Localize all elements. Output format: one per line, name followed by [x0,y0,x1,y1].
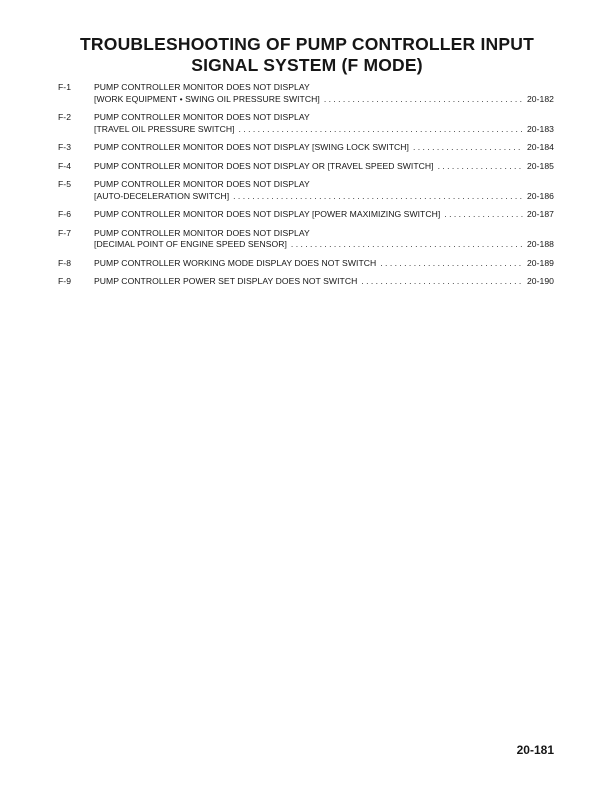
title-line-2: SIGNAL SYSTEM (F MODE) [191,55,423,75]
entry-title: PUMP CONTROLLER MONITOR DOES NOT DISPLAY OR [TRAVEL SPEED SWITCH] [94,160,434,171]
toc-entry-f4[interactable] [58,161,554,173]
entry-code: F-8 [58,257,72,268]
dot-leader [291,239,523,251]
toc-entry-f5[interactable] [58,179,554,202]
entry-page-number[interactable]: 20-182 [526,93,554,104]
entry-title-cont: [AUTO-DECELERATION SWITCH] [94,190,230,201]
toc-entry-f6[interactable] [58,209,554,221]
dot-leader [438,161,523,173]
entry-code: F-7 [58,227,72,238]
toc-entry-f3[interactable] [58,142,554,154]
entry-title: PUMP CONTROLLER MONITOR DOES NOT DISPLAY [SWING LOCK SWITCH] [94,142,409,152]
entry-title: PUMP CONTROLLER MONITOR DOES NOT DISPLAY [94,179,310,189]
dot-leader [324,94,523,106]
entry-title: PUMP CONTROLLER POWER SET DISPLAY DOES NOT SWITCH [94,276,358,286]
toc-entry-f7[interactable] [58,228,554,251]
entry-code: F-6 [58,209,72,219]
entry-code: F-4 [58,160,72,171]
entry-title-cont: [TRAVEL OIL PRESSURE SWITCH] [94,123,235,134]
entry-code: F-3 [58,142,72,152]
dot-leader [361,276,523,288]
entry-title-cont: [WORK EQUIPMENT • SWING OIL PRESSURE SWITCH] [94,93,320,104]
toc-entry-f2[interactable] [58,112,554,135]
entry-page-number[interactable]: 20-186 [526,190,554,201]
entry-title-cont: [DECIMAL POINT OF ENGINE SPEED SENSOR] [94,239,287,249]
footer-page-number: 20-181 [516,743,554,757]
dot-leader [413,142,523,154]
entry-page-number[interactable]: 20-185 [526,160,554,171]
toc-entry-f9[interactable] [58,276,554,288]
entry-page-number[interactable]: 20-190 [526,276,554,286]
table-of-contents [58,82,554,295]
entry-title: PUMP CONTROLLER MONITOR DOES NOT DISPLAY [94,227,310,238]
entry-title: PUMP CONTROLLER MONITOR DOES NOT DISPLAY [94,112,310,122]
title-line-1: TROUBLESHOOTING OF PUMP CONTROLLER INPUT [80,34,534,54]
entry-title: PUMP CONTROLLER MONITOR DOES NOT DISPLAY [POWER MAXIMIZING SWITCH] [94,209,441,219]
entry-code: F-2 [58,112,72,122]
entry-code: F-1 [58,82,72,92]
dot-leader [380,258,523,270]
entry-page-number[interactable]: 20-188 [526,239,554,249]
entry-code: F-5 [58,179,72,189]
dot-leader [444,209,523,221]
toc-entry-f1[interactable] [58,82,554,105]
entry-code: F-9 [58,276,72,286]
entry-page-number[interactable]: 20-187 [526,209,554,219]
dot-leader [239,124,523,136]
entry-page-number[interactable]: 20-184 [526,142,554,152]
toc-entry-f8[interactable] [58,258,554,270]
dot-leader [233,191,523,203]
page-title [0,34,614,76]
entry-page-number[interactable]: 20-183 [526,123,554,134]
entry-title: PUMP CONTROLLER WORKING MODE DISPLAY DOES NOT SWITCH [94,257,377,268]
entry-title: PUMP CONTROLLER MONITOR DOES NOT DISPLAY [94,82,310,92]
entry-page-number[interactable]: 20-189 [526,257,554,268]
